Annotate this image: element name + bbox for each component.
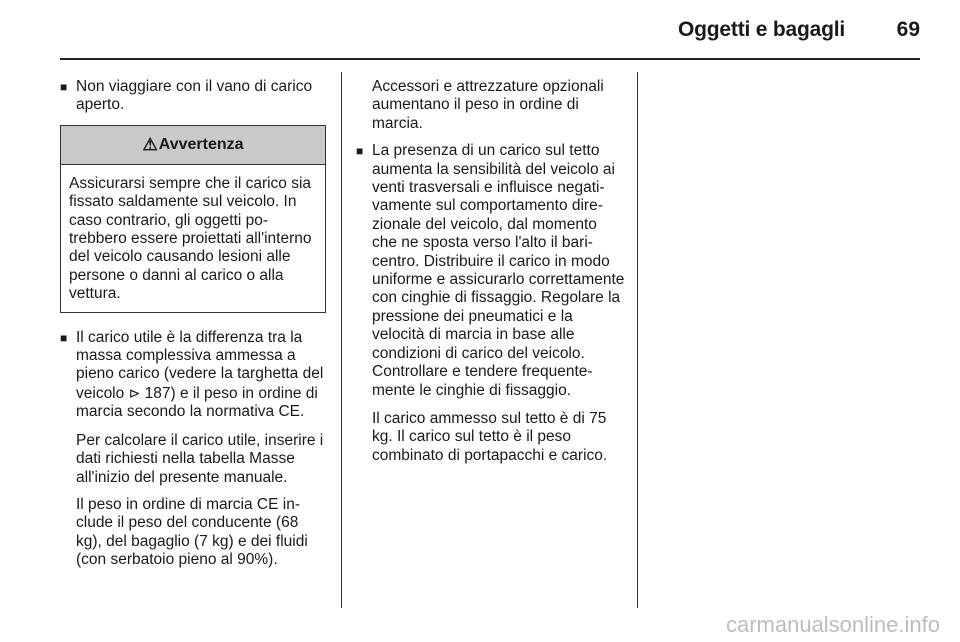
warning-text: Assicurarsi sempre che il carico sia fissato saldamente sul veicolo. In caso contrario, gli oggetti potrebbero essere proiettati all'interno del veicolo causando lesioni alle persone o danni al carico o alla vettura. — [69, 174, 312, 303]
paragraph: Per calcolare il carico utile, inserire i dati richiesti nella tabella Masse all'inizio del presente manuale. — [76, 431, 324, 486]
bullet-text: La presenza di un carico sul tetto aumenta la sensibilità del veicolo ai venti trasversali e influisce negativamente sul comportamento direzionale del veicolo, dal momento che ne sposta verso l'alto il baricentro. Distribuire il carico in modo uniforme e assicurarlo correttamente con cinghie di fissaggio. Regolare la pressione dei pneumatici e la velocità di marcia in base alle condizioni di carico del veicolo. Controllare e tendere frequentemente le cinghie di fissaggio. — [372, 142, 625, 399]
bullet-square-icon: ■ — [60, 330, 68, 345]
paragraph: Il carico ammesso sul tetto è di 75 kg. Il carico sul tetto è il peso combinato di portapacchi e carico. — [372, 409, 608, 464]
warning-triangle-icon: ⚠ — [142, 134, 158, 154]
bullet-square-icon: ■ — [60, 80, 68, 94]
bullet-text: Il carico utile è la differenza tra la massa complessiva ammessa a pieno carico (vedere la targhetta del veicolo — [76, 328, 324, 402]
bullet-item — [356, 142, 626, 400]
paragraph: Il peso in ordine di marcia CE include il peso del conducente (68 kg), del bagaglio (7 kg) e dei fluidi (con serbatoio pieno al 90%). — [76, 495, 308, 569]
column-divider-left — [341, 72, 342, 608]
watermark: carmanualsonline.info — [725, 612, 940, 637]
bullet-text: Non viaggiare con il vano di carico aperto. — [76, 78, 313, 114]
page-reference-icon: ⊳ — [128, 384, 141, 401]
warning-box — [60, 125, 326, 313]
warning-header — [61, 126, 325, 165]
page-number: 69 — [896, 18, 920, 41]
column-divider-right — [637, 72, 638, 608]
paragraph: Accessori e attrezzature opzionali aumentano il peso in ordine di marcia. — [372, 78, 604, 132]
warning-title: Avvertenza — [158, 135, 244, 153]
right-column — [356, 78, 626, 474]
bullet-text: 187) e il peso in ordine di marcia secondo la normativa CE. — [76, 384, 318, 421]
header-rule — [60, 58, 920, 60]
bullet-item — [60, 78, 326, 115]
left-column — [60, 78, 326, 579]
bullet-square-icon: ■ — [356, 144, 364, 159]
page-title: Oggetti e bagagli — [678, 18, 845, 41]
bullet-item — [60, 329, 326, 422]
